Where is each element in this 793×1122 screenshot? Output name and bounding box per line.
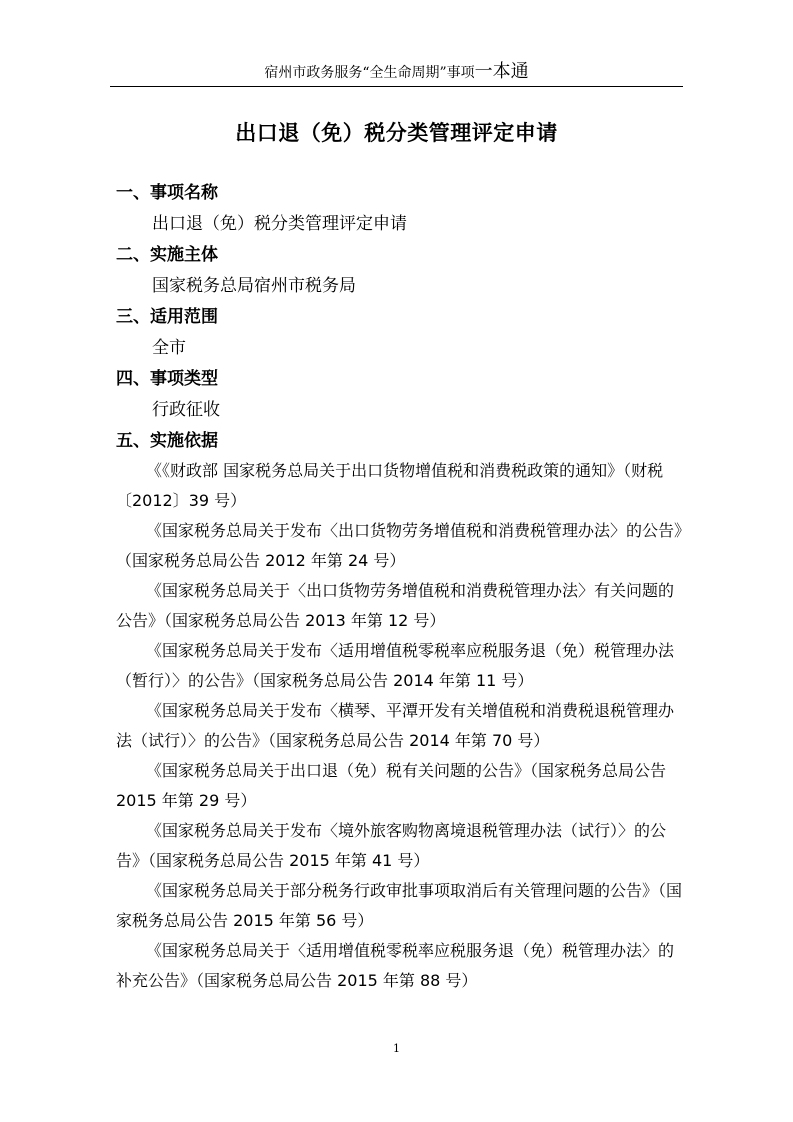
section-body: 国家税务总局宿州市税务局 xyxy=(152,276,356,296)
section-body: 全市 xyxy=(152,338,186,358)
header-text: 宿州市政务服务“全生命周期”事项 xyxy=(264,65,475,81)
basis-paragraph: 《国家税务总局关于发布〈境外旅客购物离境退税管理办法（试行）〉的公告》（国家税务总局公告 2015 年第 41 号） xyxy=(116,821,667,870)
page-number: 1 xyxy=(393,1042,400,1055)
section-heading: 一、事项名称 xyxy=(116,183,218,203)
section-heading: 四、事项类型 xyxy=(116,369,218,389)
section-body: 行政征收 xyxy=(152,400,220,420)
header-text-emphasis: 一本通 xyxy=(474,61,529,82)
basis-paragraph: 《《财政部 国家税务总局关于出口货物增值税和消费税政策的通知》（财税〔2012〕39 号） xyxy=(116,461,664,510)
basis-paragraph: 《国家税务总局关于〈出口货物劳务增值税和消费税管理办法〉有关问题的公告》（国家税务总局公告 2013 年第 12 号） xyxy=(116,581,675,630)
document-body xyxy=(116,178,686,996)
basis-paragraph: 《国家税务总局关于发布〈适用增值税零税率应税服务退（免）税管理办法（暂行）〉的公告》（国家税务总局公告 2014 年第 11 号） xyxy=(116,641,675,690)
section-heading: 五、实施依据 xyxy=(116,431,218,451)
basis-paragraph: 《国家税务总局关于发布〈出口货物劳务增值税和消费税管理办法〉的公告》（国家税务总局公告 2012 年第 24 号） xyxy=(116,521,683,570)
section-heading: 二、实施主体 xyxy=(116,245,218,265)
page-title: 出口退（免）税分类管理评定申请 xyxy=(235,121,558,145)
basis-paragraph: 《国家税务总局关于部分税务行政审批事项取消后有关管理问题的公告》（国家税务总局公告 2015 年第 56 号） xyxy=(116,881,683,930)
section-body: 出口退（免）税分类管理评定申请 xyxy=(152,214,407,234)
header-rule xyxy=(110,86,683,87)
running-header xyxy=(0,62,793,83)
section-heading: 三、适用范围 xyxy=(116,307,218,327)
basis-paragraph: 《国家税务总局关于出口退（免）税有关问题的公告》（国家税务总局公告 2015 年第 29 号） xyxy=(116,761,667,810)
basis-paragraph: 《国家税务总局关于发布〈横琴、平潭开发有关增值税和消费税退税管理办法（试行）〉的公告》（国家税务总局公告 2014 年第 70 号） xyxy=(116,701,675,750)
basis-paragraph: 《国家税务总局关于〈适用增值税零税率应税服务退（免）税管理办法〉的补充公告》（国家税务总局公告 2015 年第 88 号） xyxy=(116,941,675,990)
